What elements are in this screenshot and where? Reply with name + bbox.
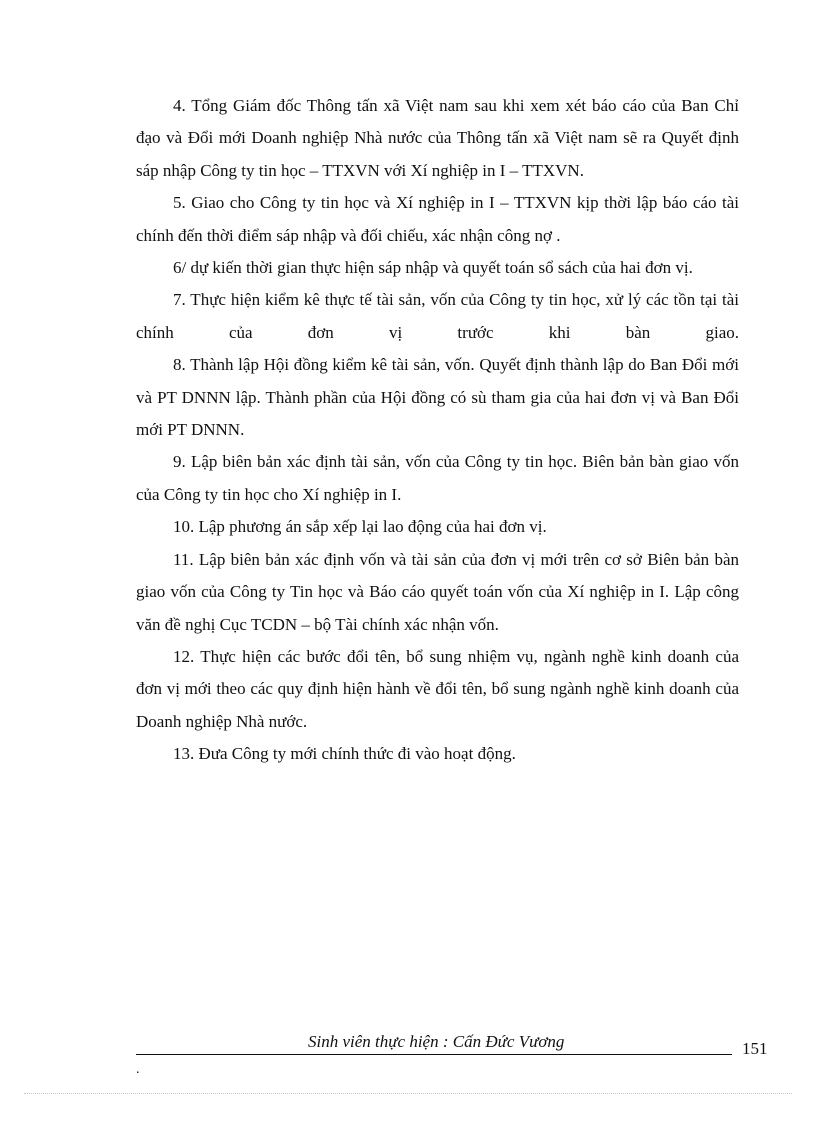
paragraph-item-13: 13. Đưa Công ty mới chính thức đi vào hoạt động. — [173, 744, 516, 764]
paragraph-item-7: 7. Thực hiện kiểm kê thực tế tài sản, vốn của Công ty tin học, xử lý các tồn tại tài chính của đơn vị trước khi bàn giao. — [136, 290, 739, 342]
paragraph-item-9: 9. Lập biên bản xác định tài sản, vốn của Công ty tin học. Biên bản bàn giao vốn của Công ty tin học cho Xí nghiệp in I. — [136, 452, 739, 504]
page-bottom-divider — [24, 1093, 792, 1094]
footer-author: Sinh viên thực hiện : Cấn Đức Vương — [308, 1032, 565, 1051]
document-body — [136, 90, 739, 771]
paragraph-item-12: 12. Thực hiện các bước đổi tên, bổ sung nhiệm vụ, ngành nghề kinh doanh của đơn vị mới theo các quy định hiện hành về đổi tên, bổ sung ngành nghề kinh doanh của Doanh nghiệp Nhà nước. — [136, 646, 739, 731]
paragraph-item-8: 8. Thành lập Hội đồng kiểm kê tài sản, vốn. Quyết định thành lập do Ban Đổi mới và PT DNNN lập. Thành phần của Hội đồng có sù tham gia của hai đơn vị và Ban Đổi mới PT DNNN. — [136, 355, 739, 440]
paragraph-item-5: 5. Giao cho Công ty tin học và Xí nghiệp in I – TTXVN kịp thời lập báo cáo tài chính đến thời điểm sáp nhập và đối chiếu, xác nhận công nợ . — [136, 193, 739, 245]
page-footer — [136, 1030, 732, 1055]
paragraph-item-11: 11. Lập biên bản xác định vốn và tài sản của đơn vị mới trên cơ sở Biên bản bàn giao vốn của Công ty Tin học và Báo cáo quyết toán vốn của Xí nghiệp in I. Lập công văn đề nghị Cục TCDN – bộ Tài chính xác nhận vốn. — [136, 549, 739, 634]
paragraph-item-4: 4. Tổng Giám đốc Thông tấn xã Việt nam sau khi xem xét báo cáo của Ban Chỉ đạo và Đổi mới Doanh nghiệp Nhà nước của Thông tấn xã Việt nam sẽ ra Quyết định sáp nhập Công ty tin học – TTXVN với Xí nghiệp in I – TTXVN. — [136, 96, 739, 180]
page-number: 151 — [742, 1039, 768, 1058]
footer-mark: . — [136, 1062, 140, 1077]
paragraph-item-6: 6/ dự kiến thời gian thực hiện sáp nhập và quyết toán sổ sách của hai đơn vị. — [173, 258, 693, 278]
paragraph-item-10: 10. Lập phương án sắp xếp lại lao động của hai đơn vị. — [173, 517, 547, 537]
